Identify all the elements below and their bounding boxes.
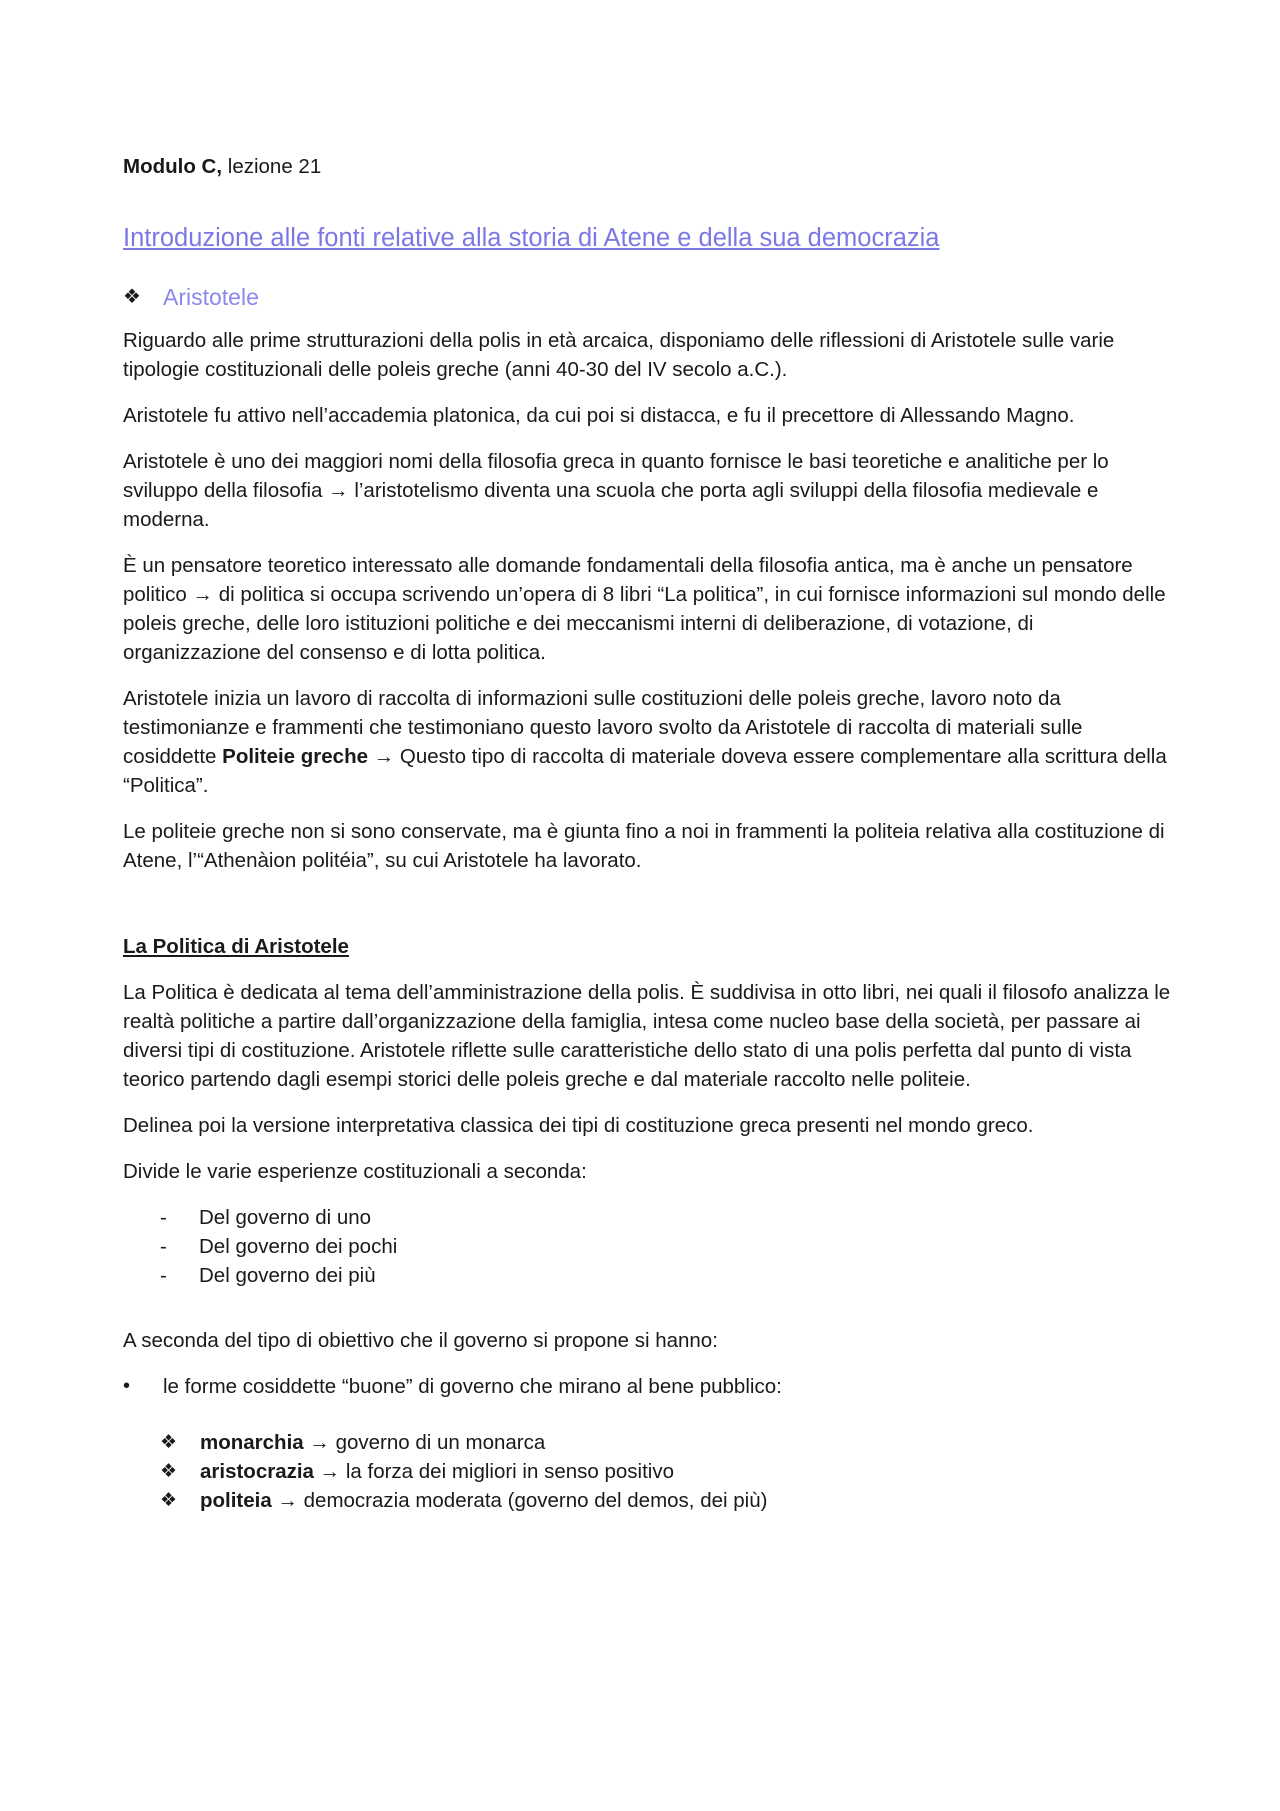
list-item: - Del governo dei più: [160, 1261, 1173, 1290]
dash-bullet: -: [160, 1264, 167, 1287]
list-item: ❖ monarchia → governo di un monarca: [160, 1428, 1173, 1457]
diamond-bullet-icon: ❖: [160, 1432, 178, 1453]
paragraph-text: Aristotele inizia un lavoro di raccolta di informazioni sulle costituzioni delle poleis greche, lavoro noto da testimonianze e frammenti che testimoniano questo lavoro svolto da Aristotele di raccolta di materiali sulle cosiddette: [123, 687, 1083, 768]
module-label: Modulo C,: [123, 155, 223, 178]
paragraph: Divide le varie esperienze costituzionali a seconda:: [123, 1160, 587, 1183]
bullet-dot-icon: •: [123, 1375, 131, 1397]
list-item: - Del governo dei pochi: [160, 1232, 1173, 1261]
list-item: ❖ aristocrazia → la forza dei migliori in senso positivo: [160, 1457, 1173, 1486]
lesson-label: lezione 21: [222, 155, 322, 178]
section-heading: [123, 283, 1173, 312]
paragraph: Riguardo alle prime strutturazioni della polis in età arcaica, disponiamo delle riflessioni di Aristotele sulle varie tipologie costituzionali delle poleis greche (anni 40-30 del IV secolo a.C.).: [123, 329, 1115, 381]
politica-heading: La Politica di Aristotele: [123, 935, 349, 958]
paragraph: Delinea poi la versione interpretativa classica dei tipi di costituzione greca presenti nel mondo greco.: [123, 1114, 1034, 1137]
section-name: Aristotele: [163, 284, 259, 310]
bullet-item: • le forme cosiddette “buone” di governo che mirano al bene pubblico:: [123, 1372, 1173, 1401]
government-types-list: [123, 1203, 1173, 1290]
document-title: Introduzione alle fonti relative alla storia di Atene e della sua democrazia: [123, 224, 940, 252]
dash-bullet: -: [160, 1235, 167, 1258]
paragraph: La Politica è dedicata al tema dell’amministrazione della polis. È suddivisa in otto libri, nei quali il filosofo analizza le realtà politiche a partire dall’organizzazione della famiglia, intesa come nucleo base della società, per passare ai diversi tipi di costituzione. Aristotele riflette sulle caratteristiche dello stato di una polis perfetta dal punto di vista teorico partendo dagli esempi storici delle poleis greche e dal materiale raccolto nelle politeie.: [123, 981, 1171, 1091]
diamond-bullet-icon: ❖: [160, 1490, 178, 1511]
paragraph: A seconda del tipo di obiettivo che il governo si propone si hanno:: [123, 1329, 718, 1352]
diamond-bullet-icon: ❖: [123, 286, 141, 308]
paragraph: Aristotele è uno dei maggiori nomi della filosofia greca in quanto fornisce le basi teoretiche e analitiche per lo sviluppo della filosofia → l’aristotelismo diventa una scuola che porta agli sviluppi della filosofia medievale e moderna.: [123, 450, 1109, 531]
good-forms-list: [123, 1428, 1173, 1515]
list-item: - Del governo di uno: [160, 1203, 1173, 1232]
document-content: [123, 152, 1173, 1515]
paragraph: Le politeie greche non si sono conservate, ma è giunta fino a noi in frammenti la politeia relativa alla costituzione di Atene, l’“Athenàion politéia”, su cui Aristotele ha lavorato.: [123, 820, 1165, 872]
diamond-bullet-icon: ❖: [160, 1461, 178, 1482]
paragraph: Aristotele fu attivo nell’accademia platonica, da cui poi si distacca, e fu il precettore di Allessando Magno.: [123, 404, 1075, 427]
paragraph: [123, 684, 1173, 800]
lesson-header: [123, 152, 1173, 181]
politeie-term: Politeie greche: [222, 745, 368, 768]
dash-bullet: -: [160, 1206, 167, 1229]
paragraph-text: → Questo tipo di raccolta di materiale doveva essere complementare alla scrittura della “Politica”.: [123, 745, 1167, 797]
list-item: ❖ politeia → democrazia moderata (governo del demos, dei più): [160, 1486, 1173, 1515]
paragraph: È un pensatore teoretico interessato alle domande fondamentali della filosofia antica, ma è anche un pensatore politico → di politica si occupa scrivendo un’opera di 8 libri “La politica”, in cui fornisce informazioni sul mondo delle poleis greche, delle loro istituzioni politiche e dei meccanismi interni di deliberazione, di votazione, di organizzazione del consenso e di lotta politica.: [123, 554, 1166, 664]
